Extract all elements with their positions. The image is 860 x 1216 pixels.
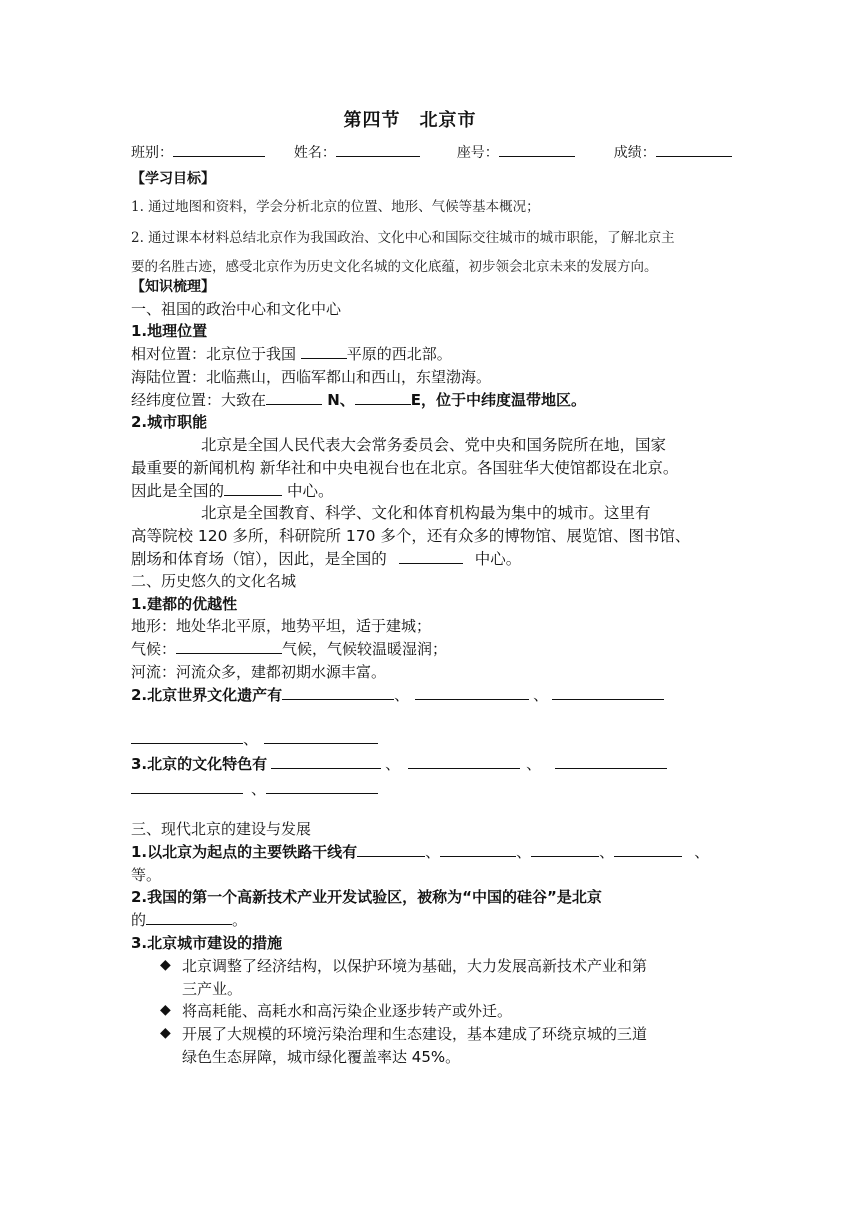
measure-3-line-1: 开展了大规模的环境污染治理和生态建设，基本建成了环绕京城的三道 <box>182 1025 648 1043</box>
railway-blank-4[interactable] <box>614 842 682 857</box>
diamond-bullet-icon: ◆ <box>160 957 171 973</box>
score-label: 成绩： <box>613 145 656 161</box>
culture-feature-line-1: 3.北京的文化特色有 、 、 <box>131 753 667 775</box>
class-label: 班别： <box>131 145 173 161</box>
section-2-1-heading: 1.建都的优越性 <box>131 595 238 613</box>
score-field[interactable] <box>656 142 732 157</box>
heritage-blank-5[interactable] <box>264 729 378 744</box>
seat-label: 座号： <box>456 145 499 161</box>
railway-line-end: 等。 <box>131 866 162 884</box>
railway-blank-3[interactable] <box>531 842 599 857</box>
page-title: 第四节 北京市 <box>343 110 477 131</box>
measure-2: 将高耗能、高耗水和高污染企业逐步转产或外迁。 <box>182 1002 513 1020</box>
heritage-blank-1[interactable] <box>282 685 394 700</box>
section-1-2-heading: 2.城市职能 <box>131 413 208 431</box>
section-1-1-heading: 1.地理位置 <box>131 322 208 340</box>
relative-position-line: 相对位置：北京位于我国 平原的西北部。 <box>131 345 452 363</box>
heritage-blank-2[interactable] <box>415 685 529 700</box>
section-3-3-heading: 3.北京城市建设的措施 <box>131 934 283 952</box>
sea-land-position-line: 海陆位置：北临燕山，西临军都山和西山，东望渤海。 <box>131 368 492 386</box>
lat-lon-line: 经纬度位置：大致在 N、 E，位于中纬度温带地区。 <box>131 391 587 409</box>
culture-feature-line-2: 、 <box>131 778 378 800</box>
heritage-line-2: 、 <box>131 728 378 750</box>
section-3-heading: 三、现代北京的建设与发展 <box>131 820 312 838</box>
climate-blank[interactable] <box>176 639 282 654</box>
political-center-blank[interactable] <box>224 481 282 496</box>
railway-blank-1[interactable] <box>357 842 425 857</box>
function-para-2-line-2: 高等院校 120 多所，科研院所 170 多个，还有众多的博物馆、展览馆、图书馆、 <box>131 527 691 545</box>
name-field[interactable] <box>336 142 420 157</box>
goals-header: 【学习目标】 <box>131 171 215 187</box>
terrain-line: 地形：地处华北平原，地势平坦，适于建城； <box>131 617 432 635</box>
section-2-heading: 二、历史悠久的文化名城 <box>131 572 297 590</box>
seat-field[interactable] <box>499 142 575 157</box>
zhongguancun-blank[interactable] <box>146 910 232 925</box>
culture-blank-2[interactable] <box>408 754 520 769</box>
railway-line: 1.以北京为起点的主要铁路干线有 、 、 、 、 <box>131 843 710 861</box>
river-line: 河流：河流众多，建都初期水源丰富。 <box>131 663 387 681</box>
goal-2-line-2: 要的名胜古迹，感受北京作为历史文化名城的文化底蕴，初步领会北京未来的发展方向。 <box>131 259 658 275</box>
heritage-line-1: 2.北京世界文化遗产有 、 、 <box>131 684 664 706</box>
heritage-blank-3[interactable] <box>552 685 664 700</box>
measure-3-line-2: 绿色生态屏障，城市绿化覆盖率达 45%。 <box>182 1048 461 1066</box>
culture-blank-5[interactable] <box>266 779 378 794</box>
railway-blank-2[interactable] <box>440 842 516 857</box>
section-1-heading: 一、祖国的政治中心和文化中心 <box>131 300 342 318</box>
culture-blank-4[interactable] <box>131 779 243 794</box>
measure-1-line-1: 北京调整了经济结构，以保护环境为基础，大力发展高新技术产业和第 <box>182 957 648 975</box>
function-para-2-line-1: 北京是全国教育、科学、文化和体育机构最为集中的城市。这里有 <box>201 504 651 522</box>
goal-2-line-1: 2. 通过课本材料总结北京作为我国政治、文化中心和国际交往城市的城市职能，了解北京主 <box>131 230 675 246</box>
longitude-blank[interactable] <box>355 390 411 405</box>
silicon-valley-line-2: 的 。 <box>131 911 248 929</box>
heritage-blank-4[interactable] <box>131 729 243 744</box>
diamond-bullet-icon: ◆ <box>160 1002 171 1018</box>
function-para-1-line-1: 北京是全国人民代表大会常务委员会、党中央和国务院所在地，国家 <box>201 436 667 454</box>
latitude-blank[interactable] <box>266 390 322 405</box>
cultural-center-blank[interactable] <box>399 549 463 564</box>
culture-blank-1[interactable] <box>271 754 381 769</box>
silicon-valley-line-1: 2.我国的第一个高新技术产业开发试验区，被称为“中国的硅谷”是北京 <box>131 888 602 906</box>
measure-1-line-2: 三产业。 <box>182 980 243 998</box>
knowledge-header: 【知识梳理】 <box>131 279 215 295</box>
function-para-1-line-2: 最重要的新闻机构 新华社和中央电视台也在北京。各国驻华大使馆都设在北京。 <box>131 459 679 477</box>
student-info-row <box>131 142 732 164</box>
plain-blank[interactable] <box>301 344 347 359</box>
culture-blank-3[interactable] <box>555 754 667 769</box>
goal-1: 1. 通过地图和资料，学会分析北京的位置、地形、气候等基本概况； <box>131 199 540 215</box>
climate-line: 气候： 气候，气候较温暖湿润； <box>131 640 448 658</box>
function-para-2-line-3: 剧场和体育场（馆），因此，是全国的 中心。 <box>131 550 522 568</box>
name-label: 姓名： <box>293 145 336 161</box>
class-field[interactable] <box>173 142 265 157</box>
diamond-bullet-icon: ◆ <box>160 1025 171 1041</box>
function-para-1-line-3: 因此是全国的 中心。 <box>131 482 334 500</box>
